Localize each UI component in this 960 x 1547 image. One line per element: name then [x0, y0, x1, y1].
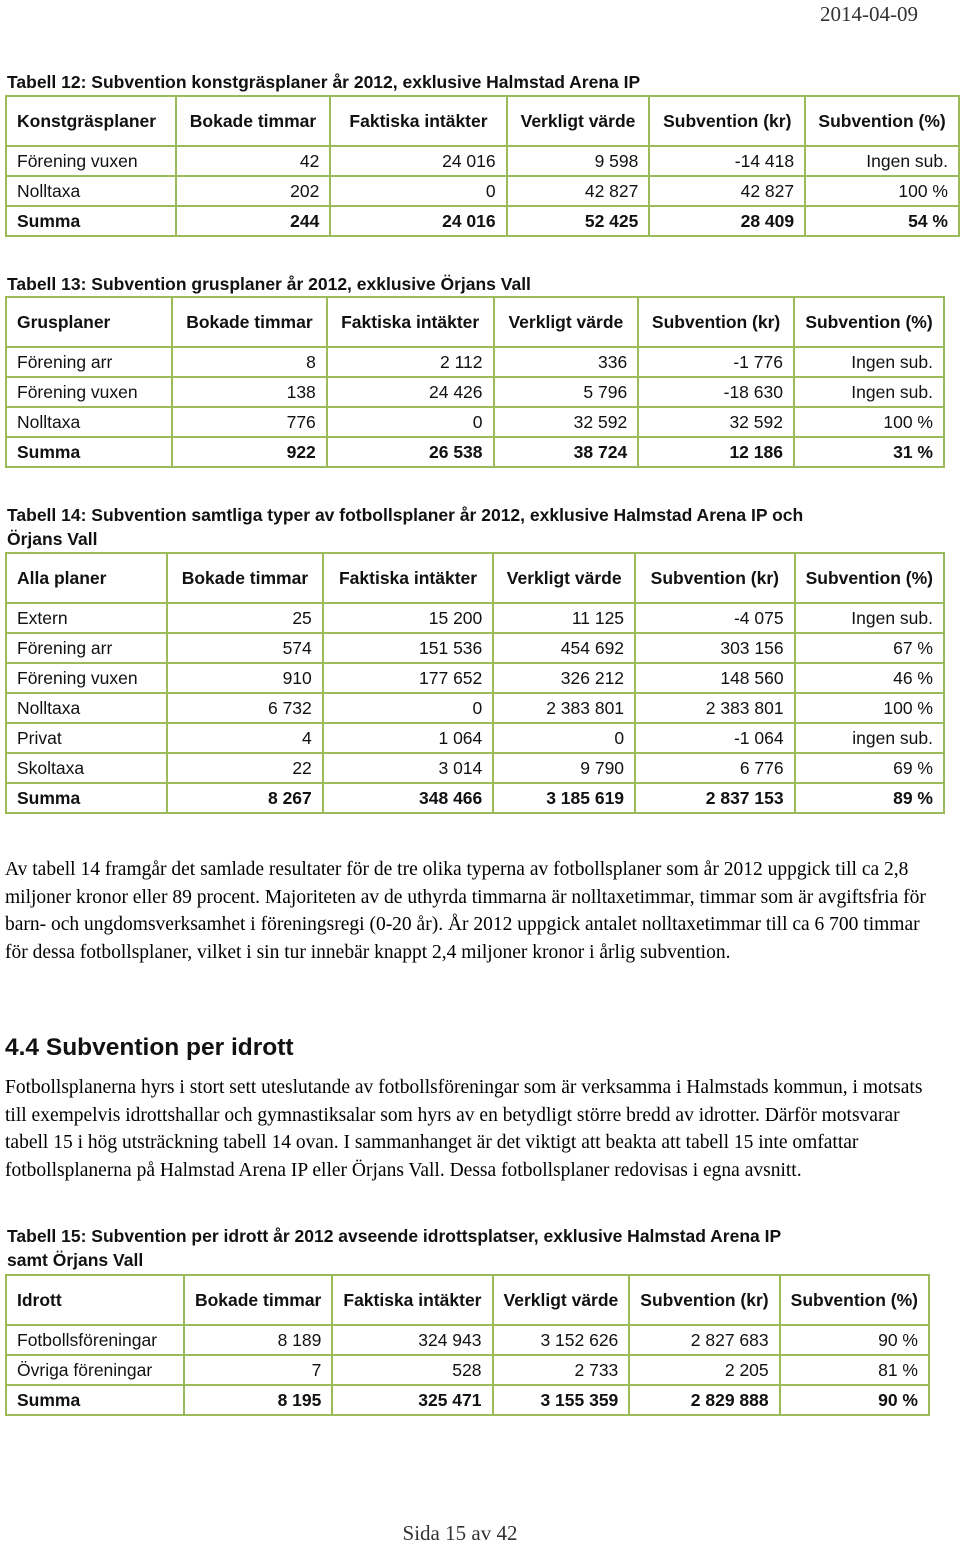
column-header: Subvention (kr) — [635, 553, 795, 603]
table-cell: 2 733 — [493, 1355, 630, 1385]
table-cell: 8 — [172, 347, 327, 377]
row-label: Nolltaxa — [6, 407, 172, 437]
table-cell: 52 425 — [507, 206, 650, 236]
header-row — [6, 297, 944, 347]
sum-row — [6, 437, 944, 467]
table-cell: 11 125 — [493, 603, 635, 633]
row-label: Nolltaxa — [6, 176, 176, 206]
table-cell: Ingen sub. — [794, 347, 944, 377]
table-row — [6, 176, 959, 206]
column-header: Faktiska intäkter — [323, 553, 494, 603]
column-header: Bokade timmar — [167, 553, 323, 603]
table-cell: 15 200 — [323, 603, 494, 633]
table-cell: 326 212 — [493, 663, 635, 693]
table-cell: 24 016 — [330, 206, 506, 236]
table-cell: Ingen sub. — [794, 377, 944, 407]
table-cell: 574 — [167, 633, 323, 663]
table-13 — [5, 296, 945, 468]
column-header: Faktiska intäkter — [327, 297, 494, 347]
table-cell: 8 195 — [184, 1385, 332, 1415]
column-header: Bokade timmar — [176, 96, 331, 146]
row-label: Summa — [6, 783, 167, 813]
table-14 — [5, 552, 945, 814]
table-cell: Ingen sub. — [795, 603, 944, 633]
table-cell: 8 267 — [167, 783, 323, 813]
table-15 — [5, 1274, 930, 1416]
table-15-caption-line1: Tabell 15: Subvention per idrott år 2012 avseende idrottsplatser, exklusive Halmstad Arena IP — [7, 1226, 782, 1246]
column-header: Subvention (%) — [780, 1275, 929, 1325]
table-cell: 0 — [327, 407, 494, 437]
table-cell: 202 — [176, 176, 331, 206]
table-cell: 8 189 — [184, 1325, 332, 1355]
column-header: Faktiska intäkter — [330, 96, 506, 146]
column-header: Verkligt värde — [507, 96, 650, 146]
table-cell: 325 471 — [332, 1385, 492, 1415]
row-label: Fotbollsföreningar — [6, 1325, 184, 1355]
row-label-header: Konstgräsplaner — [6, 96, 176, 146]
table-cell: 24 016 — [330, 146, 506, 176]
table-cell: 6 732 — [167, 693, 323, 723]
table-cell: 2 112 — [327, 347, 494, 377]
table-cell: 46 % — [795, 663, 944, 693]
table-row — [6, 347, 944, 377]
row-label: Förening arr — [6, 633, 167, 663]
table-cell: 90 % — [780, 1385, 929, 1415]
column-header: Subvention (kr) — [649, 96, 805, 146]
table-cell: 42 — [176, 146, 331, 176]
table-row — [6, 693, 944, 723]
table-cell: 28 409 — [649, 206, 805, 236]
table-cell: 528 — [332, 1355, 492, 1385]
column-header: Subvention (%) — [794, 297, 944, 347]
table-cell: 1 064 — [323, 723, 494, 753]
row-label: Förening arr — [6, 347, 172, 377]
table-cell: 2 383 801 — [635, 693, 795, 723]
table-cell: 2 383 801 — [493, 693, 635, 723]
column-header: Bokade timmar — [184, 1275, 332, 1325]
table-cell: 67 % — [795, 633, 944, 663]
table-cell: 0 — [330, 176, 506, 206]
table-cell: 303 156 — [635, 633, 795, 663]
sum-row — [6, 1385, 929, 1415]
column-header: Subvention (kr) — [629, 1275, 779, 1325]
table-row — [6, 1355, 929, 1385]
table-cell: 3 155 359 — [493, 1385, 630, 1415]
table-cell: 32 592 — [494, 407, 639, 437]
table-cell: 90 % — [780, 1325, 929, 1355]
row-label: Förening vuxen — [6, 377, 172, 407]
table-cell: 25 — [167, 603, 323, 633]
table-cell: -18 630 — [638, 377, 794, 407]
row-label: Summa — [6, 1385, 184, 1415]
paragraph-subvention-per-idrott: Fotbollsplanerna hyrs i stort sett uteslutande av fotbollsföreningar som är verksamma i Halmstads kommun, i motsats till exempelvis idrottshallar och gymnastiksalar som hyrs av en betydligt större bredd av idrotter. Därför motsvarar tabell 15 i hög utsträckning tabell 14 ovan. I sammanhanget är det viktigt att beakta att tabell 15 inte omfattar fotbollsplanerna på Halmstad Arena IP eller Örjans Vall. Dessa fotbollsplaner redovisas i egna avsnitt. — [5, 1077, 923, 1181]
table-12 — [5, 95, 960, 237]
column-header: Verkligt värde — [493, 553, 635, 603]
table-cell: 26 538 — [327, 437, 494, 467]
table-14-caption — [7, 503, 803, 551]
section-heading-4-4: 4.4 Subvention per idrott — [5, 1034, 294, 1061]
table-cell: 9 598 — [507, 146, 650, 176]
table-cell: ingen sub. — [795, 723, 944, 753]
table-cell: 42 827 — [649, 176, 805, 206]
table-cell: 0 — [323, 693, 494, 723]
table-cell: 4 — [167, 723, 323, 753]
table-cell: 100 % — [805, 176, 959, 206]
table-cell: 2 829 888 — [629, 1385, 779, 1415]
row-label-header: Idrott — [6, 1275, 184, 1325]
table-cell: 138 — [172, 377, 327, 407]
table-row — [6, 407, 944, 437]
table-row — [6, 753, 944, 783]
row-label: Privat — [6, 723, 167, 753]
table-row — [6, 377, 944, 407]
table-cell: 32 592 — [638, 407, 794, 437]
table-row — [6, 1325, 929, 1355]
table-cell: 0 — [493, 723, 635, 753]
table-cell: 6 776 — [635, 753, 795, 783]
row-label: Extern — [6, 603, 167, 633]
sum-row — [6, 783, 944, 813]
table-cell: 54 % — [805, 206, 959, 236]
row-label: Övriga föreningar — [6, 1355, 184, 1385]
row-label: Förening vuxen — [6, 146, 176, 176]
table-cell: 81 % — [780, 1355, 929, 1385]
table-cell: 2 827 683 — [629, 1325, 779, 1355]
table-row — [6, 603, 944, 633]
table-cell: 776 — [172, 407, 327, 437]
header-row — [6, 96, 959, 146]
table-cell: 89 % — [795, 783, 944, 813]
table-cell: 100 % — [794, 407, 944, 437]
table-cell: 348 466 — [323, 783, 494, 813]
table-cell: 3 014 — [323, 753, 494, 783]
table-15-caption-line2: samt Örjans Vall — [7, 1250, 144, 1270]
table-cell: 42 827 — [507, 176, 650, 206]
table-14-caption-line1: Tabell 14: Subvention samtliga typer av fotbollsplaner år 2012, exklusive Halmstad Arena IP och — [7, 505, 804, 525]
header-date: 2014-04-09 — [820, 2, 918, 26]
header-row — [6, 553, 944, 603]
column-header: Verkligt värde — [493, 1275, 630, 1325]
table-cell: 177 652 — [323, 663, 494, 693]
column-header: Bokade timmar — [172, 297, 327, 347]
table-row — [6, 633, 944, 663]
table-cell: 2 837 153 — [635, 783, 795, 813]
table-cell: 5 796 — [494, 377, 639, 407]
table-cell: 324 943 — [332, 1325, 492, 1355]
table-cell: 7 — [184, 1355, 332, 1385]
page-footer: Sida 15 av 42 — [402, 1521, 518, 1545]
table-row — [6, 723, 944, 753]
table-cell: 12 186 — [638, 437, 794, 467]
row-label-header: Alla planer — [6, 553, 167, 603]
table-15-caption — [7, 1224, 781, 1272]
column-header: Faktiska intäkter — [332, 1275, 492, 1325]
table-cell: -1 064 — [635, 723, 795, 753]
table-12-caption: Tabell 12: Subvention konstgräsplaner år 2012, exklusive Halmstad Arena IP — [7, 72, 641, 92]
table-cell: 3 185 619 — [493, 783, 635, 813]
table-cell: 454 692 — [493, 633, 635, 663]
table-cell: 9 790 — [493, 753, 635, 783]
sum-row — [6, 206, 959, 236]
table-cell: 31 % — [794, 437, 944, 467]
table-cell: 922 — [172, 437, 327, 467]
table-cell: 100 % — [795, 693, 944, 723]
table-cell: 910 — [167, 663, 323, 693]
paragraph-table14-summary: Av tabell 14 framgår det samlade resultater för de tre olika typerna av fotbollsplaner som år 2012 uppgick till ca 2,8 miljoner kronor eller 89 procent. Majoriteten av de uthyrda timmarna är nolltaxetimmar, timmar som är avgiftsfria för barn- och ungdomsverksamhet i föreningsregi (0-20 år). År 2012 uppgick antalet nolltaxetimmar till ca 6 700 timmar för dessa fotbollsplaner, vilket i sin tur innebär knappt 2,4 miljoner kronor i årlig subvention. — [5, 859, 926, 963]
row-label: Förening vuxen — [6, 663, 167, 693]
table-cell: 151 536 — [323, 633, 494, 663]
table-cell: 148 560 — [635, 663, 795, 693]
table-cell: 3 152 626 — [493, 1325, 630, 1355]
header-row — [6, 1275, 929, 1325]
row-label: Nolltaxa — [6, 693, 167, 723]
table-13-caption: Tabell 13: Subvention grusplaner år 2012, exklusive Örjans Vall — [7, 274, 531, 294]
table-cell: 69 % — [795, 753, 944, 783]
table-cell: 2 205 — [629, 1355, 779, 1385]
table-cell: -14 418 — [649, 146, 805, 176]
table-14-caption-line2: Örjans Vall — [7, 529, 98, 549]
table-cell: 336 — [494, 347, 639, 377]
row-label-header: Grusplaner — [6, 297, 172, 347]
table-cell: 38 724 — [494, 437, 639, 467]
row-label: Summa — [6, 437, 172, 467]
table-cell: -1 776 — [638, 347, 794, 377]
table-row — [6, 146, 959, 176]
table-row — [6, 663, 944, 693]
table-cell: Ingen sub. — [805, 146, 959, 176]
row-label: Summa — [6, 206, 176, 236]
column-header: Subvention (kr) — [638, 297, 794, 347]
table-cell: -4 075 — [635, 603, 795, 633]
table-cell: 24 426 — [327, 377, 494, 407]
column-header: Subvention (%) — [795, 553, 944, 603]
table-cell: 244 — [176, 206, 331, 236]
column-header: Subvention (%) — [805, 96, 959, 146]
table-cell: 22 — [167, 753, 323, 783]
row-label: Skoltaxa — [6, 753, 167, 783]
column-header: Verkligt värde — [494, 297, 639, 347]
